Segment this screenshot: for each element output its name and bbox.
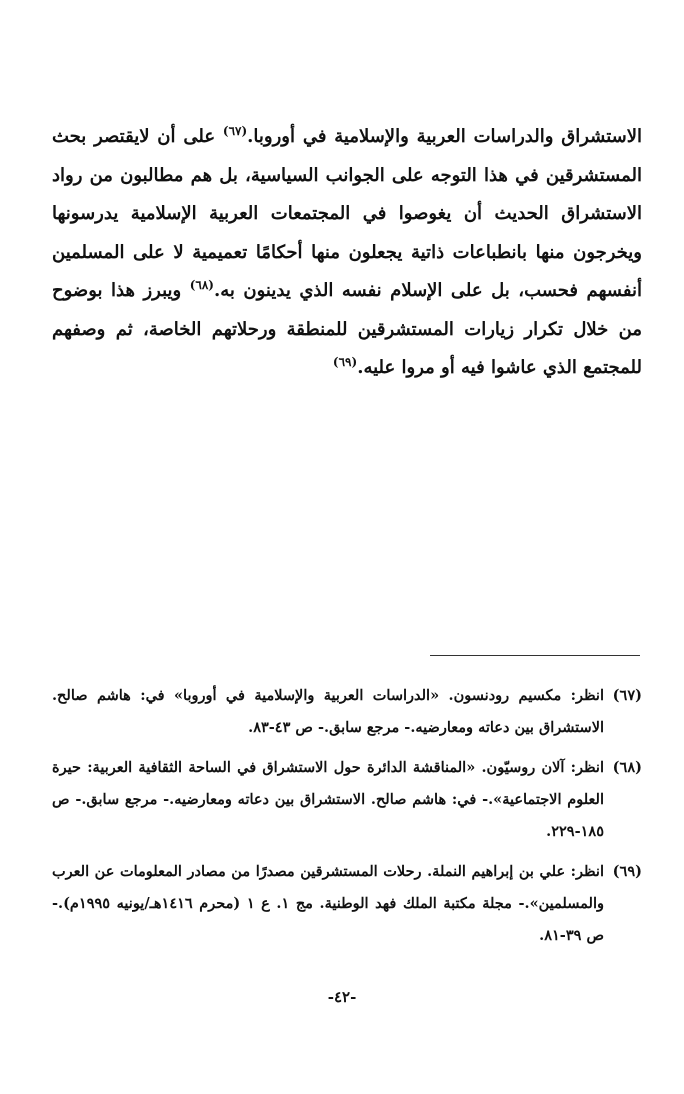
footnote-ref-67[interactable]: (٦٧) bbox=[222, 124, 248, 138]
footnote-number: (٦٨) bbox=[612, 759, 642, 776]
page-number: -٤٢- bbox=[327, 988, 357, 1006]
footnote-ref-69[interactable]: (٦٩) bbox=[332, 355, 358, 369]
main-paragraph bbox=[52, 118, 642, 388]
footnote-number: (٦٧) bbox=[612, 687, 642, 704]
footnote-68 bbox=[52, 752, 642, 848]
footnote-text: انظر: مكسيم رودنسون. «الدراسات العربية والإسلامية في أوروبا» في: هاشم صالح. الاستشراق بين دعاته ومعارضيه.- مرجع سابق.- ص ٤٣-٨٣. bbox=[52, 687, 604, 736]
footnote-text: انظر: آلان روسيّون. «المناقشة الدائرة حول الاستشراق في الساحة الثقافية العربية: حيرة العلوم الاجتماعية».- في: هاشم صالح. الاستشراق بين دعاته ومعارضيه.- مرجع سابق.- ص ١٨٥-٢٢٩. bbox=[52, 759, 604, 840]
paragraph-text-part-2: على أن لايقتصر بحث المستشرقين في هذا التوجه على الجوانب السياسية، بل هم مطالبون من رواد الاستشراق الحديث أن يغوصوا في المجتمعات العربية الإسلامية يدرسونها ويخرجون منها بانطباعات ذاتية يجعلون منها أحكامًا تعميمية لا على المسلمين أنفسهم فحسب، بل على الإسلام نفسه الذي يدينون به. bbox=[52, 126, 642, 301]
footnote-separator bbox=[430, 655, 640, 656]
paragraph-text-part-1: الاستشراق والدراسات العربية والإسلامية في أوروبا. bbox=[247, 126, 642, 147]
footnote-text: انظر: علي بن إبراهيم النملة. رحلات المستشرقين مصدرًا من مصادر المعلومات عن العرب والمسلمين».- مجلة مكتبة الملك فهد الوطنية. مج ١. ع ١ (محرم ١٤١٦هـ/يونيه ١٩٩٥م).- ص ٣٩-٨١. bbox=[52, 863, 604, 944]
footnote-67 bbox=[52, 680, 642, 744]
footnote-number: (٦٩) bbox=[612, 863, 642, 880]
footnote-ref-68[interactable]: (٦٨) bbox=[189, 278, 214, 292]
paragraph-text-part-3: ويبرز هذا بوضوح من خلال تكرار زيارات المستشرقين للمنطقة ورحلاتهم الخاصة، ثم وصفهم للمجتمع الذي عاشوا فيه أو مروا عليه. bbox=[52, 280, 642, 378]
footnotes-section bbox=[52, 680, 642, 960]
footnote-69 bbox=[52, 856, 642, 952]
